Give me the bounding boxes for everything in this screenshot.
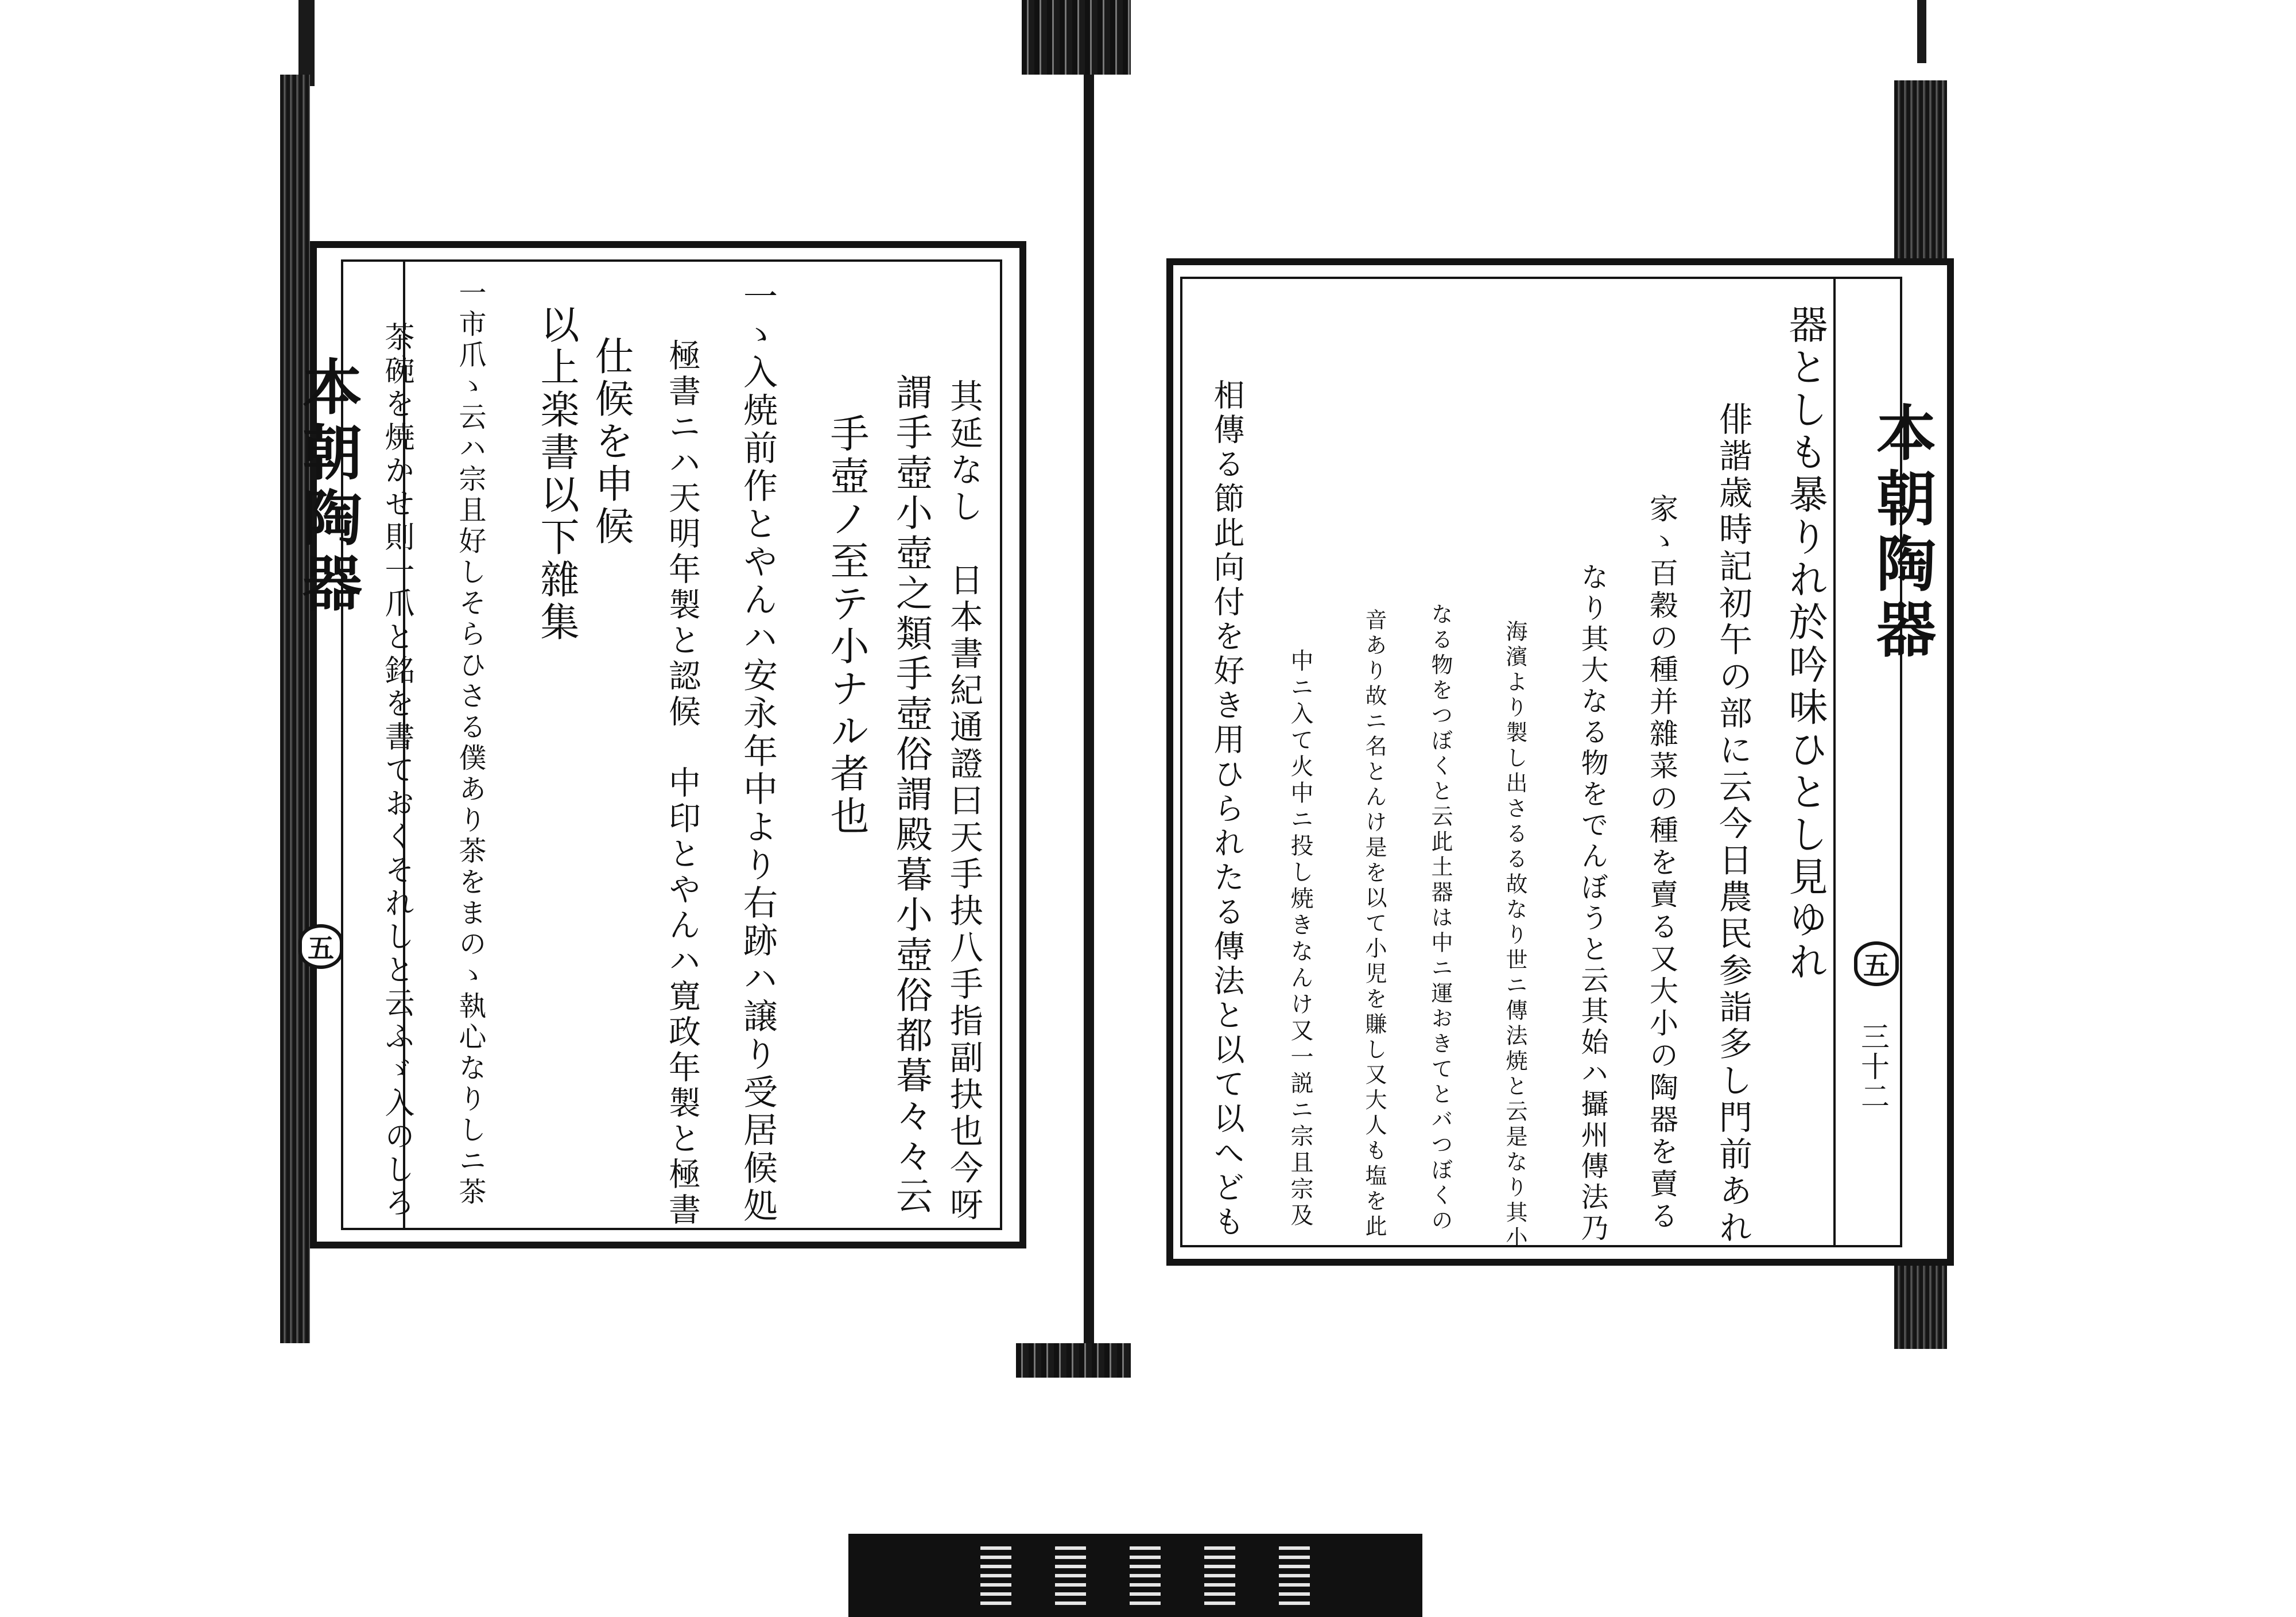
right-column-2: 俳諧歳時記初午の部に云今日農民参詣多し門前あれ (1713, 402, 1752, 1247)
right-page-folio: 三十二 (1856, 1022, 1890, 1111)
left-column-1: 其延なし 日本書紀通證曰天手抉八手指副抉也今呀 (944, 379, 983, 1224)
scan-mark-top-left (298, 0, 315, 86)
seal-glyph-3 (1130, 1542, 1161, 1611)
right-column-8: 中ニ入て火中ニ投し焼きなんけ又一説ニ宗且宗及 (1287, 649, 1313, 1230)
right-column-5: 海濱より製し出さるる故なり世ニ傳法焼と云是なり其小 (1502, 620, 1527, 1251)
scan-mark-top-right (1917, 0, 1926, 63)
right-page-title: 本朝陶器 (1866, 402, 1937, 664)
left-column-6: 仕候を申候 (588, 336, 634, 548)
right-column-3: 家ゝ百穀の種并雜菜の種を賣る又大小の陶器を賣る (1645, 494, 1678, 1233)
seal-glyph-4 (1204, 1542, 1235, 1611)
left-page-title: 本朝陶器 (292, 356, 363, 618)
spine (1084, 75, 1094, 1343)
left-column-9: 茶碗を焼かせ則一爪と銘を書ておくそれしと云ふゞ入のしろ (379, 321, 414, 1220)
left-column-7: 以上楽書以下雜集 (534, 304, 579, 644)
right-column-1: 器としも暴りれ於吟味ひとし見ゆれ (1782, 304, 1828, 984)
right-column-4: なり其大なる物をでんぼうと云其始ハ攝州傳法乃 (1576, 563, 1608, 1244)
left-column-2: 謂手壺小壺之類手壺俗謂殿暮小壺俗都暮々々云 (890, 373, 932, 1217)
seal-glyph-5 (1279, 1542, 1310, 1611)
right-page-tab: 五 (1854, 941, 1899, 986)
right-column-9: 相傳る節此向付を好き用ひられたる傳法と以て以へども (1209, 379, 1245, 1240)
left-column-5: 極書ニハ天明年製と認候 中印とやんハ寛政年製と極書 (664, 339, 701, 1228)
seal-glyph-2 (1055, 1542, 1086, 1611)
right-page-margin-rule (1833, 279, 1836, 1245)
library-seal (848, 1534, 1422, 1617)
spine-cap-top (1022, 0, 1131, 75)
right-column-6: なる物をつぼくと云此土器は中ニ運おきてとバつぼくの (1428, 603, 1453, 1234)
left-column-3: 手壺ノ至テ小ナル者也 (824, 413, 869, 838)
left-column-4: 一ゝ入焼前作とやんハ安永年中より右跡ハ譲り受居候処 (738, 278, 778, 1226)
left-column-8: 一市爪ゝ云ハ宗且好しそらひさる僕あり茶をまのゝ執心なりしニ茶 (454, 278, 486, 1208)
right-column-7: 音あり故ニ名とんけ是を以て小児を賺し又大人も塩を此 (1362, 608, 1387, 1240)
left-book-edge (280, 75, 310, 1343)
seal-glyph-1 (980, 1542, 1011, 1611)
right-page-frame (1166, 258, 1954, 1266)
left-page-tab: 五 (298, 924, 343, 969)
spine-cap-bottom (1016, 1343, 1131, 1378)
